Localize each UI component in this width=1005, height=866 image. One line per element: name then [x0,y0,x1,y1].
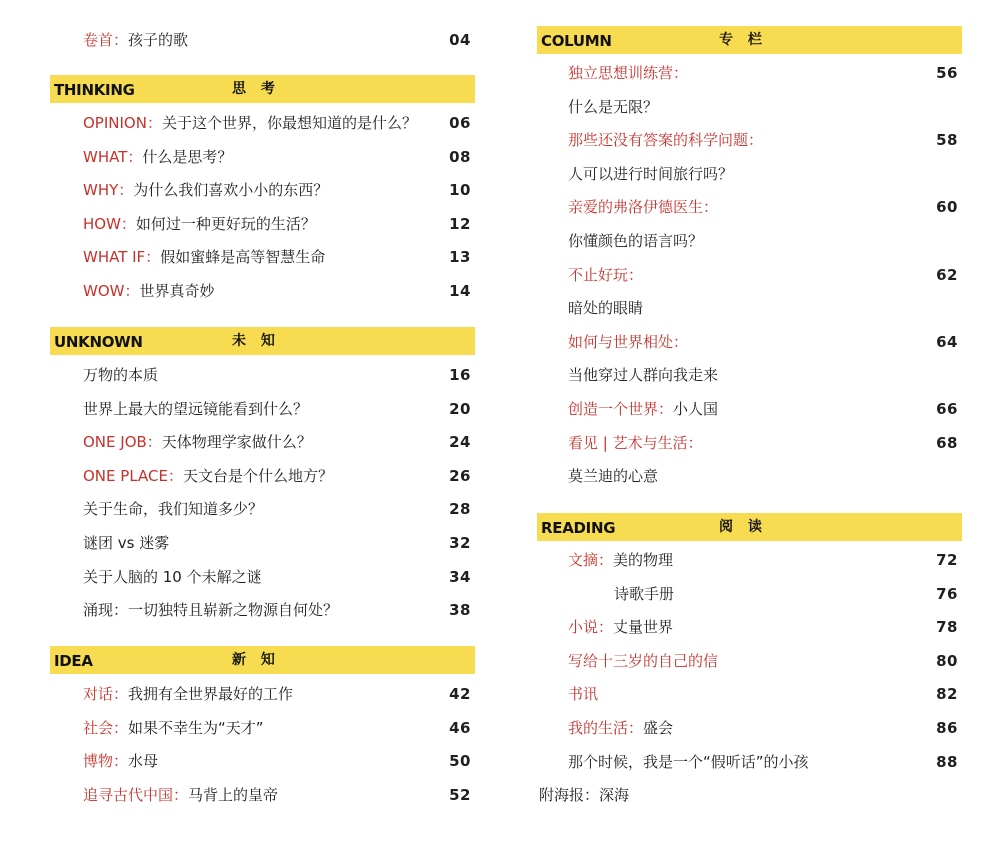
page-number: 50 [449,752,471,770]
page-number: 04 [449,31,471,49]
entry-text [83,142,232,172]
entry-category: 小说： [568,618,614,636]
page-number: 34 [449,568,471,586]
entry-title: 小人国 [673,400,719,418]
entry-category: 博物： [83,752,129,770]
toc-entry[interactable] [537,545,962,575]
entry-category: 写给十三岁的自己的信 [568,652,719,670]
page-number: 16 [449,366,471,384]
entry-title: 关于这个世界，你最想知道的是什么？ [161,114,417,132]
toc-entry[interactable] [537,394,962,424]
entry-text [568,646,718,676]
entry-text [83,679,293,709]
entry-text [83,175,328,205]
entry-category: OPINION： [83,114,162,132]
page-number: 72 [936,551,958,569]
toc-entry[interactable] [50,276,475,306]
toc-entry[interactable] [50,780,475,810]
entry-title: 当他穿过人群向我走来 [568,366,719,384]
section-title-zh: 未 知 [232,333,280,349]
entry-title: 如果不幸生为“天才” [128,719,264,737]
page-number: 46 [449,719,471,737]
entry-text [83,461,333,491]
entry-title: 世界真奇妙 [139,282,215,300]
page-number: 38 [449,601,471,619]
poster-note [537,780,962,810]
entry-category: 亲爱的弗洛伊德医生： [568,198,719,216]
entry-title: 关于生命，我们知道多少？ [83,500,264,518]
entry-title: 暗处的眼睛 [568,299,644,317]
entry-text [568,428,703,458]
toc-entry[interactable] [537,125,962,155]
entry-category: WHAT： [83,148,143,166]
section-title-zh: 新 知 [232,652,280,668]
entry-text [568,679,598,709]
entry-text [83,25,188,55]
entry-title: 莫兰迪的心意 [568,467,659,485]
toc-entry[interactable] [537,92,962,122]
toc-entry[interactable] [50,427,475,457]
entry-text [83,713,264,743]
entry-category: WHY： [83,181,134,199]
entry-title: 假如蜜蜂是高等智慧生命 [160,248,326,266]
toc-entry[interactable] [537,747,962,777]
entry-text [83,562,262,592]
page-number: 14 [449,282,471,300]
toc-entry[interactable] [50,562,475,592]
toc-entry[interactable] [50,108,475,138]
page-number: 82 [936,685,958,703]
entry-category: WOW： [83,282,140,300]
page-number: 52 [449,786,471,804]
page-number: 66 [936,400,958,418]
entry-text [568,192,718,222]
entry-text [568,713,673,743]
toc-entry[interactable] [50,25,475,55]
toc-entry[interactable] [50,595,475,625]
page-number: 06 [449,114,471,132]
toc-entry[interactable] [537,260,962,290]
toc-entry[interactable] [537,226,962,256]
entry-text [614,579,674,609]
page-number: 10 [449,181,471,199]
entry-category: 不止好玩： [568,266,644,284]
entry-text [83,209,316,239]
entry-text [83,494,263,524]
section-title-en: IDEA [54,652,93,670]
toc-entry[interactable] [50,461,475,491]
entry-title: 盛会 [643,719,674,737]
page-number: 42 [449,685,471,703]
page-number: 20 [449,400,471,418]
section-header [50,646,475,674]
toc-entry[interactable] [537,192,962,222]
entry-text [83,427,312,457]
page-number: 26 [449,467,471,485]
entry-title: 你懂颜色的语言吗？ [568,232,704,250]
section-title-en: THINKING [54,81,135,99]
toc-entry[interactable] [537,159,962,189]
entry-category: HOW： [83,215,136,233]
toc-entry[interactable] [537,679,962,709]
entry-title: 我拥有全世界最好的工作 [128,685,294,703]
page-number: 12 [449,215,471,233]
entry-title: 涌现：一切独特且崭新之物源自何处？ [83,601,339,619]
entry-text [83,780,278,810]
toc-entry[interactable] [537,579,962,609]
section-title-zh: 思 考 [232,81,280,97]
entry-text [568,226,703,256]
page-number: 76 [936,585,958,603]
entry-text [568,58,688,88]
toc-entry[interactable] [537,293,962,323]
toc-entry[interactable] [50,242,475,272]
entry-category: ONE JOB： [83,433,162,451]
entry-title: 人可以进行时间旅行吗？ [568,165,734,183]
page-number: 86 [936,719,958,737]
entry-title: 诗歌手册 [614,585,675,603]
entry-category: 那些还没有答案的科学问题： [568,131,764,149]
section-header [537,26,962,54]
section-title-zh: 阅 读 [719,519,767,535]
entry-title: 水母 [128,752,159,770]
toc-entry[interactable] [50,360,475,390]
page-number: 24 [449,433,471,451]
entry-text [568,327,688,357]
entry-title: 关于人脑的 10 个未解之谜 [83,568,262,586]
toc-entry[interactable] [537,428,962,458]
page-number: 62 [936,266,958,284]
entry-category: 如何与世界相处： [568,333,689,351]
entry-text [568,260,643,290]
entry-category: 看见 | 艺术与生活： [568,434,703,452]
entry-text [83,746,158,776]
entry-category: 卷首： [83,31,129,49]
toc-entry[interactable] [537,612,962,642]
entry-title: 天体物理学家做什么？ [161,433,312,451]
poster-note-text: 附海报：深海 [539,786,630,804]
page-number: 08 [449,148,471,166]
entry-category: 对话： [83,685,129,703]
page-number: 13 [449,248,471,266]
toc-entry[interactable] [537,58,962,88]
page-number: 80 [936,652,958,670]
page-number: 78 [936,618,958,636]
section-title-en: UNKNOWN [54,333,143,351]
entry-title: 天文台是个什么地方？ [182,467,333,485]
entry-title: 为什么我们喜欢小小的东西？ [133,181,329,199]
entry-text [83,528,169,558]
entry-text [568,159,733,189]
entry-category: 追寻古代中国： [83,786,189,804]
entry-title: 世界上最大的望远镜能看到什么？ [83,400,309,418]
page-number: 64 [936,333,958,351]
section-header [50,327,475,355]
entry-category: 文摘： [568,551,614,569]
page-number: 58 [936,131,958,149]
entry-category: 社会： [83,719,129,737]
entry-category: 书讯 [568,685,599,703]
section-title-en: COLUMN [541,32,612,50]
entry-title: 谜团 vs 迷雾 [83,534,170,552]
toc-entry[interactable] [537,327,962,357]
page-number: 32 [449,534,471,552]
entry-title: 如何过一种更好玩的生活？ [135,215,316,233]
entry-text [568,461,658,491]
page-number: 28 [449,500,471,518]
entry-title: 孩子的歌 [128,31,189,49]
entry-title: 万物的本质 [83,366,159,384]
entry-text [83,394,308,424]
entry-text [568,545,673,575]
page-number: 60 [936,198,958,216]
section-header [537,513,962,541]
toc-entry[interactable] [537,360,962,390]
toc-entry[interactable] [50,142,475,172]
entry-text [568,747,809,777]
section-title-en: READING [541,519,616,537]
entry-text [568,394,718,424]
toc-entry[interactable] [537,713,962,743]
toc-entry[interactable] [50,175,475,205]
toc-entry[interactable] [50,209,475,239]
entry-title: 那个时候，我是一个“假听话”的小孩 [568,753,809,771]
entry-text [568,92,658,122]
toc-entry[interactable] [50,394,475,424]
toc-entry[interactable] [50,746,475,776]
entry-title: 什么是思考？ [142,148,233,166]
entry-title: 丈量世界 [613,618,674,636]
entry-text [568,612,673,642]
toc-entry[interactable] [50,713,475,743]
entry-category: 创造一个世界： [568,400,674,418]
toc-entry[interactable] [50,494,475,524]
toc-entry[interactable] [50,679,475,709]
page-number: 68 [936,434,958,452]
page-number: 56 [936,64,958,82]
entry-title: 美的物理 [613,551,674,569]
section-header [50,75,475,103]
entry-title: 什么是无限？ [568,98,659,116]
toc-entry[interactable] [50,528,475,558]
entry-category: WHAT IF： [83,248,161,266]
entry-text [568,293,643,323]
entry-category: ONE PLACE： [83,467,183,485]
toc-entry[interactable] [537,461,962,491]
entry-text [83,242,325,272]
section-title-zh: 专 栏 [719,32,767,48]
entry-text [568,360,718,390]
entry-text [83,595,338,625]
page-number: 88 [936,753,958,771]
entry-text [568,125,763,155]
entry-category: 独立思想训练营： [568,64,689,82]
toc-entry[interactable] [537,646,962,676]
entry-text [83,360,158,390]
entry-title: 马背上的皇帝 [188,786,279,804]
entry-text [83,108,417,138]
entry-category: 我的生活： [568,719,644,737]
entry-text [83,276,215,306]
